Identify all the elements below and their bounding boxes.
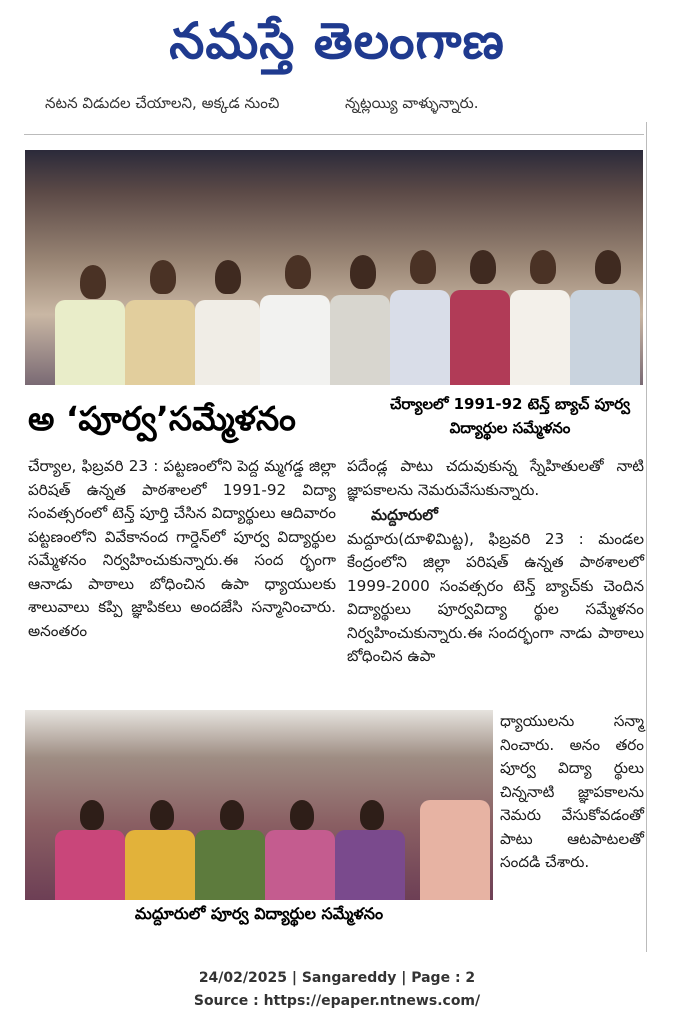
article-column-right (347, 455, 644, 669)
photo-cheryala-reunion (25, 150, 643, 385)
article-column-right-bottom: ధ్యాయులను సన్మా నించారు. అనం తరం పూర్వ విద్యా ర్థులు చిన్ననాటి జ్ఞాపకాలను నెమరు వేసుకోవడంతో పాటు ఆటపాటలతో సందడి చేశారు. (500, 712, 644, 871)
article-subhead: మద్దూరులో (371, 506, 438, 524)
photo-caption-bottom: మద్దూరులో పూర్వ విద్యార్థుల సమ్మేళనం (134, 904, 384, 923)
article-paragraph: మద్దూరు(దూళిమిట్ట), ఫిబ్రవరి 23 : మండల కేంద్రంలోని జిల్లా పరిషత్ ఉన్నత పాఠశాలలో 1999-2000 సంవత్సరం టెన్త్ బ్యాచ్‌కు చెందిన విద్యార్థులు పూర్వవిద్యా ర్థుల సమ్మేళనం నిర్వహించుకున్నారు.ఈ సందర్భంగా నాడు పాఠాలు బోధించిన ఉపా (347, 529, 644, 665)
footer-source-line: Source : https://epaper.ntnews.com/ (193, 993, 481, 1009)
divider (24, 134, 644, 135)
footer-date-line: 24/02/2025 | Sangareddy | Page : 2 (198, 970, 476, 986)
masthead (0, 0, 674, 90)
article-headline: అ ‘పూర్వ’సమ్మేళనం (28, 399, 296, 438)
cut-text-left: నటన విడుదల చేయాలని, అక్కడ నుంచి (45, 94, 280, 112)
photo-madduru-reunion (25, 710, 493, 900)
photo-caption-top: చేర్యాలలో 1991-92 టెన్త్ బ్యాచ్ పూర్వ విద్యార్థుల సమ్మేళనం (390, 395, 630, 437)
cut-text-right: న్నట్లయ్యి వాళ్ళున్నారు. (345, 94, 479, 112)
article-paragraph: చేర్యాల, ఫిబ్రవరి 23 : పట్టణంలోని పెద్ద మ్మగడ్డ జిల్లా పరిషత్ ఉన్నత పాఠశాలలో 1991-92 విద్యా సంవత్సరంలో టెన్త్ పూర్తి చేసిన విద్యార్థులు ఆదివారం పట్టణంలోని వివేకానంద గార్డెన్‌లో పూర్వ విద్యార్థుల సమ్మేళనం నిర్వహించుకున్నారు.ఈ సంద ర్భంగా ఆనాడు పాఠాలు బోధించిన ఉపా ధ్యాయులకు శాలువాలు కప్పి జ్ఞాపికలు అందజేసి సన్మానించారు. అనంతరం (28, 457, 336, 640)
article-column-left (28, 455, 336, 643)
article-paragraph: పదేండ్ల పాటు చదువుకున్న స్నేహితులతో నాటి జ్ఞాపకాలను నెమరువేసుకున్నారు. (347, 457, 644, 499)
masthead-title: నమస్తే తెలంగాణ (169, 12, 505, 70)
column-divider (646, 122, 647, 952)
